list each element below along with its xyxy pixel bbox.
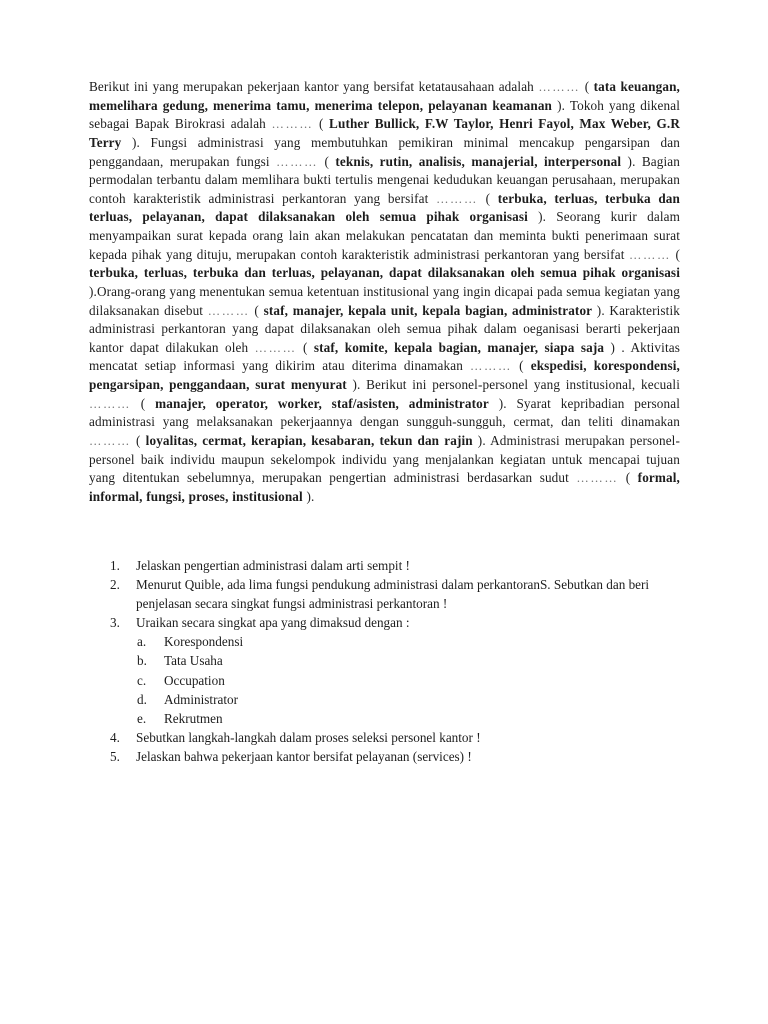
subitem-text: Korespondensi — [164, 634, 244, 650]
question-marker: 5. — [110, 748, 120, 764]
paragraph-text: ( — [512, 358, 531, 374]
paragraph-text: ). Karakteristik administrasi perkantoran yang dapat dilaksanakan oleh semua pihak dalam oeganisasi berarti pekerjaan kantor dapat dilakukan oleh — [89, 302, 680, 355]
question-text: Menurut Quible, ada lima fungsi pendukung administrasi dalam perkantoranS. Sebutkan dan beri penjelasan secara singkat fungsi administrasi perkantoran ! — [136, 577, 650, 612]
answer-options: staf, manajer, kepala unit, kepala bagian, administrator — [263, 302, 593, 318]
question-text: Jelaskan pengertian administrasi dalam arti sempit ! — [136, 558, 410, 573]
paragraph-text: ( — [318, 153, 336, 169]
answer-blank: ……… — [254, 340, 297, 355]
question-item — [110, 575, 690, 613]
paragraph-text: ). Bagian permodalan terbantu dalam memlihara bukti tertulis mengenai kedudukan keuangan perusahaan, merupakan contoh karakteristik administrasi perkantoran yang bersifat — [89, 153, 681, 206]
subitem-marker: d. — [137, 691, 147, 707]
answer-options: formal, informal, fungsi, proses, institusional — [89, 470, 680, 504]
answer-options: terbuka, terluas, terbuka dan terluas, pelayanan, dapat dilaksanakan oleh semua pihak organisasi — [89, 265, 680, 281]
question-subitem — [110, 671, 690, 690]
answer-options: terbuka, terluas, terbuka dan terluas, pelayanan, dapat dilaksanakan oleh semua pihak organisasi — [89, 190, 680, 225]
paragraph-text: Berikut ini yang merupakan pekerjaan kantor yang bersifat ketatausahaan adalah — [89, 79, 539, 94]
answer-blank: ……… — [276, 154, 319, 169]
question-item — [110, 747, 690, 766]
answer-options: tata keuangan, memelihara gedung, menerima tamu, menerima telepon, pelayanan keamanan — [89, 79, 680, 113]
answer-blank: ……… — [470, 359, 513, 374]
paragraph-text: ). Berikut ini personel-personel yang institusional, kecuali — [346, 377, 680, 392]
question-text: Sebutkan langkah-langkah dalam proses seleksi personel kantor ! — [136, 729, 481, 745]
question-subitem — [110, 690, 690, 709]
answer-options: manajer, operator, worker, staf/asisten, administrator — [155, 395, 489, 411]
paragraph-text: ( — [618, 470, 638, 486]
subitem-marker: b. — [137, 653, 147, 669]
subitem-text: Occupation — [164, 672, 225, 688]
paragraph-text: ( — [478, 190, 498, 206]
paragraph-text: ( — [130, 432, 146, 448]
paragraph-text: ( — [130, 395, 156, 411]
paragraph-text: ( — [249, 302, 264, 318]
paragraph-text: ( — [670, 246, 680, 262]
answer-options: loyalitas, cermat, kerapian, kesabaran, tekun dan rajin — [145, 432, 473, 448]
question-subitem-list — [110, 632, 690, 727]
answer-options: staf, komite, kepala bagian, manajer, siapa saja — [313, 339, 605, 355]
answer-options: ekspedisi, korespondensi, pengarsipan, penggandaan, surat menyurat — [89, 358, 680, 392]
answer-blank: ……… — [271, 117, 314, 132]
question-marker: 1. — [110, 558, 120, 573]
subitem-text: Rekrutmen — [164, 710, 223, 726]
subitem-marker: c. — [137, 672, 147, 688]
question-marker: 2. — [110, 577, 120, 593]
answer-options: Luther Bullick, F.W Taylor, Henri Fayol, Max Weber, G.R Terry — [89, 116, 680, 150]
answer-blank: ……… — [628, 247, 671, 262]
question-text: Uraikan secara singkat apa yang dimaksud dengan : — [136, 615, 410, 631]
answer-options: teknis, rutin, analisis, manajerial, interpersonal — [335, 153, 622, 169]
answer-blank: ……… — [89, 433, 131, 448]
answer-blank: ……… — [89, 396, 131, 411]
paragraph-text: ) . Aktivitas mencatat setiap informasi yang dikirim atau diterima dinamakan — [89, 339, 680, 374]
paragraph-text: ). — [302, 488, 315, 504]
body-text-block — [89, 78, 680, 506]
question-marker: 4. — [110, 729, 120, 745]
answer-blank: ……… — [538, 80, 581, 94]
paragraph-text: ). Syarat kepribadian personal administrasi yang melaksanakan pekerjaannya dengan sungguh-sungguh, cermat, dan teliti dinamakan — [89, 395, 681, 430]
subitem-marker: e. — [137, 710, 147, 726]
question-list — [110, 556, 690, 766]
exam-paragraph — [89, 78, 680, 506]
paragraph-text: ( — [580, 79, 594, 94]
question-item — [110, 613, 690, 632]
paragraph-text: ). Fungsi administrasi yang membutuhkan pemikiran minimal mencakup pengarsipan dan penggandaan, merupakan fungsi — [89, 134, 680, 169]
answer-blank: ……… — [207, 303, 250, 318]
paragraph-text: ). Tokoh yang dikenal sebagai Bapak Birokrasi adalah — [89, 97, 680, 132]
question-item — [110, 556, 690, 575]
question-subitem — [110, 709, 690, 728]
question-subitem — [110, 651, 690, 670]
question-marker: 3. — [110, 615, 120, 631]
subitem-text: Administrator — [164, 691, 238, 707]
question-item — [110, 728, 690, 747]
answer-blank: ……… — [436, 191, 479, 206]
paragraph-text: ). Seorang kurir dalam menyampaikan surat kepada orang lain akan melakukan pencatatan dan meminta bukti penerimaan surat kepada pihak yang dituju, merupakan contoh karakteristik administrasi perkantoran yang bersifat — [89, 209, 680, 262]
question-text: Jelaskan bahwa pekerjaan kantor bersifat pelayanan (services) ! — [136, 748, 472, 764]
subitem-text: Tata Usaha — [164, 653, 223, 669]
paragraph-text: ( — [313, 116, 330, 132]
paragraph-text: ( — [296, 339, 314, 355]
question-subitem — [110, 632, 690, 651]
paragraph-text: ). Administrasi merupakan personel-personel baik individu maupun sekelompok individu yang menjalankan kegiatan untuk mencapai tujuan yang ditentukan sebelumnya, merupakan pengertian administrasi berdasarkan sudut — [89, 432, 680, 486]
answer-blank: ……… — [576, 471, 619, 486]
paragraph-text: ).Orang-orang yang menentukan semua ketentuan institusional yang ingin dicapai pada semua kegiatan yang dilaksanakan disebut — [89, 283, 680, 318]
subitem-marker: a. — [137, 634, 147, 650]
